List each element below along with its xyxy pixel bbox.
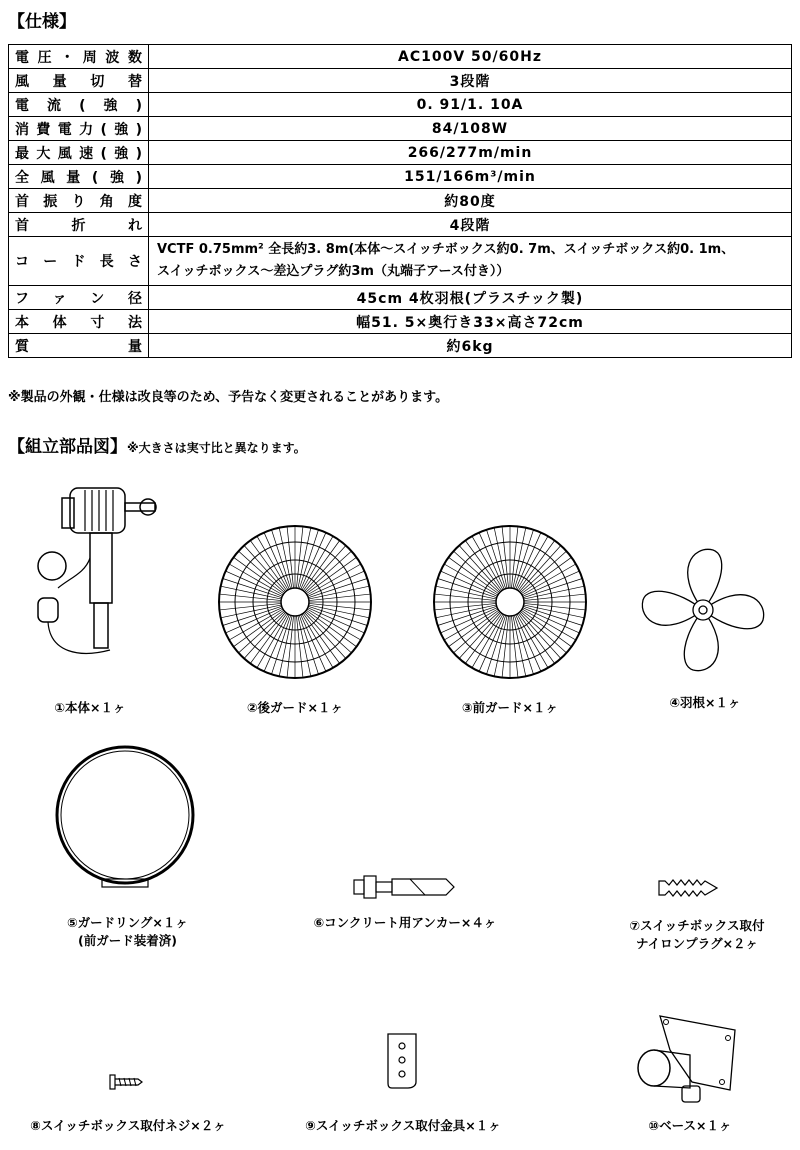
row-label: コード長さ xyxy=(9,237,149,286)
row-value: 約6kg xyxy=(149,334,792,358)
fan-body-drawing xyxy=(30,478,160,688)
row-value: AC100V 50/60Hz xyxy=(149,45,792,69)
parts-title-text: 【組立部品図】 xyxy=(8,437,127,457)
cord-line-1: VCTF 0.75mm² 全長約3. 8m(本体〜スイッチボックス約0. 7m、スイッチボックス約0. 1m、 xyxy=(157,242,735,257)
table-row xyxy=(9,141,792,165)
row-value: 0. 91/1. 10A xyxy=(149,93,792,117)
table-row xyxy=(9,213,792,237)
part-caption: ⑦スイッチボックス取付 xyxy=(629,918,765,933)
part-caption: ①本体×１ヶ xyxy=(54,700,126,715)
table-row xyxy=(9,237,792,286)
blade-drawing xyxy=(633,540,773,680)
row-label: 全風量(強) xyxy=(9,165,149,189)
front-guard-drawing xyxy=(430,522,590,682)
row-value: 151/166m³/min xyxy=(149,165,792,189)
part-caption: ⑤ガードリング×１ヶ xyxy=(67,915,188,930)
base-drawing xyxy=(630,1010,745,1110)
table-row xyxy=(9,310,792,334)
part-caption: ②後ガード×１ヶ xyxy=(246,700,344,715)
row-value: 266/277m/min xyxy=(149,141,792,165)
spec-note: ※製品の外観・仕様は改良等のため、予告なく変更されることがあります。 xyxy=(8,390,449,405)
row-label: 首折れ xyxy=(9,213,149,237)
part-caption: ⑩ベース×１ヶ xyxy=(648,1118,732,1133)
table-row xyxy=(9,334,792,358)
part-caption-sub: (前ガード装着済) xyxy=(78,933,177,948)
table-row xyxy=(9,117,792,141)
table-row xyxy=(9,45,792,69)
rear-guard-drawing xyxy=(215,522,375,682)
nylon-plug-drawing xyxy=(655,875,725,901)
parts-title xyxy=(8,432,306,457)
row-value: 84/108W xyxy=(149,117,792,141)
row-value xyxy=(149,237,792,286)
spec-title: 【仕様】 xyxy=(8,12,76,32)
guard-ring-drawing xyxy=(50,745,200,895)
part-caption: ④羽根×１ヶ xyxy=(669,695,741,710)
row-label: 風量切替 xyxy=(9,69,149,93)
row-label: 消費電力(強) xyxy=(9,117,149,141)
row-value: 幅51. 5×奥行き33×高さ72cm xyxy=(149,310,792,334)
row-label: 電圧・周波数 xyxy=(9,45,149,69)
table-row xyxy=(9,286,792,310)
row-label: ファン径 xyxy=(9,286,149,310)
parts-subtitle: ※大きさは実寸比と異なります。 xyxy=(127,441,306,455)
cord-line-2: スイッチボックス〜差込プラグ約3m（丸端子アース付き）） xyxy=(157,264,510,279)
row-value: 4段階 xyxy=(149,213,792,237)
part-caption: ③前ガード×１ヶ xyxy=(461,700,559,715)
table-row xyxy=(9,69,792,93)
bracket-drawing xyxy=(382,1030,422,1090)
row-label: 最大風速(強) xyxy=(9,141,149,165)
row-value: 3段階 xyxy=(149,69,792,93)
screw-drawing xyxy=(108,1072,144,1092)
table-row xyxy=(9,93,792,117)
table-row xyxy=(9,189,792,213)
row-value: 約80度 xyxy=(149,189,792,213)
row-value: 45cm 4枚羽根(プラスチック製) xyxy=(149,286,792,310)
row-label: 本体寸法 xyxy=(9,310,149,334)
row-label: 首振り角度 xyxy=(9,189,149,213)
spec-table xyxy=(8,44,792,358)
part-caption: ⑧スイッチボックス取付ネジ×２ヶ xyxy=(30,1118,226,1133)
anchor-drawing xyxy=(350,872,460,902)
part-caption-sub: ナイロンプラグ×２ヶ xyxy=(635,936,759,951)
part-caption: ⑨スイッチボックス取付金具×１ヶ xyxy=(305,1118,501,1133)
table-row xyxy=(9,165,792,189)
part-caption: ⑥コンクリート用アンカー×４ヶ xyxy=(313,915,497,930)
row-label: 質量 xyxy=(9,334,149,358)
row-label: 電流(強) xyxy=(9,93,149,117)
